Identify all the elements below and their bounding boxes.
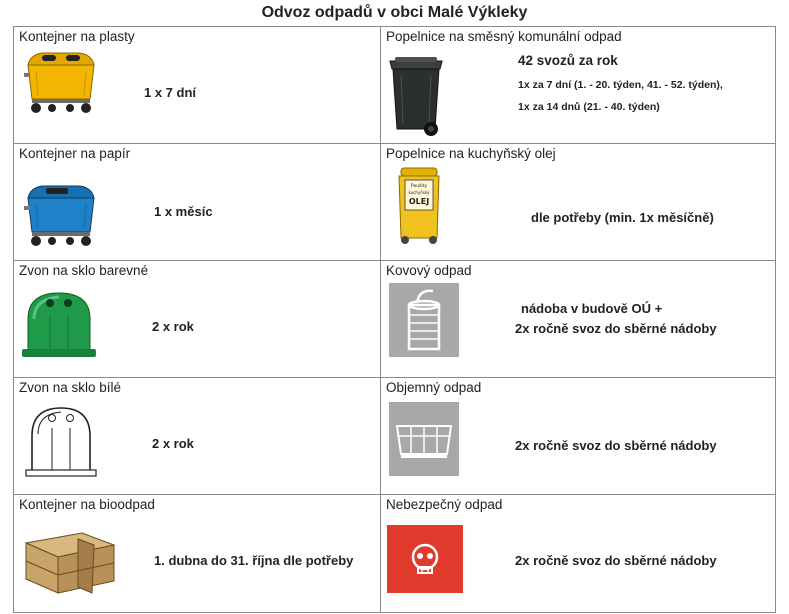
white-bell-container-icon bbox=[22, 402, 100, 482]
blue-container-icon bbox=[22, 182, 97, 247]
wooden-compost-bin-icon bbox=[22, 523, 118, 601]
skull-hazard-icon bbox=[387, 525, 463, 593]
cell-label: Popelnice na kuchyňský olej bbox=[386, 146, 556, 161]
cell-white-glass bbox=[14, 378, 381, 495]
cell-label: Kontejner na papír bbox=[19, 146, 131, 161]
frequency-value: 2x ročně svoz do sběrné nádoby bbox=[515, 438, 717, 453]
frequency-value: 2 x rok bbox=[152, 319, 194, 334]
oil-barrel-icon bbox=[395, 166, 443, 246]
yellow-container-icon bbox=[22, 49, 97, 114]
frequency-value: 1 x 7 dní bbox=[144, 85, 197, 100]
cell-label: Zvon na sklo barevné bbox=[19, 263, 149, 278]
cell-label: Kontejner na bioodpad bbox=[19, 497, 155, 512]
cell-hazardous-waste bbox=[381, 495, 776, 613]
frequency-value: 42 svozů za rok bbox=[518, 53, 618, 68]
svg-text:OLEJ: OLEJ bbox=[408, 197, 430, 206]
frequency-detail: 1x za 7 dní (1. - 20. týden, 41. - 52. týden), bbox=[518, 79, 723, 91]
table-row bbox=[14, 495, 776, 613]
frequency-detail: 1x za 14 dnů (21. - 40. týden) bbox=[518, 101, 660, 113]
frequency-value: 1 x měsíc bbox=[154, 204, 213, 219]
cell-label: Zvon na sklo bílé bbox=[19, 380, 122, 395]
black-bin-icon bbox=[387, 55, 445, 137]
waste-schedule-table bbox=[13, 26, 776, 613]
tin-can-icon bbox=[389, 283, 459, 357]
cell-paper bbox=[14, 144, 381, 261]
table-row bbox=[14, 261, 776, 378]
frequency-value: 2 x rok bbox=[152, 436, 194, 451]
frequency-value: dle potřeby (min. 1x měsíčně) bbox=[531, 210, 714, 225]
cell-colored-glass bbox=[14, 261, 381, 378]
page-title: Odvoz odpadů v obci Malé Výkleky bbox=[261, 4, 528, 21]
cell-label: Kontejner na plasty bbox=[19, 29, 135, 44]
cell-label: Popelnice na směsný komunální odpad bbox=[386, 29, 622, 44]
cell-biowaste bbox=[14, 495, 381, 613]
table-row bbox=[14, 378, 776, 495]
svg-text:kuchyňský: kuchyňský bbox=[408, 190, 430, 195]
frequency-value: nádoba v budově OÚ + bbox=[521, 301, 663, 316]
green-bell-container-icon bbox=[20, 289, 98, 359]
cell-metal-waste bbox=[381, 261, 776, 378]
frequency-value: 1. dubna do 31. října dle potřeby bbox=[154, 553, 354, 568]
svg-text:Použitý: Použitý bbox=[410, 184, 428, 189]
cell-mixed-waste bbox=[381, 27, 776, 144]
cell-label: Kovový odpad bbox=[386, 263, 472, 278]
table-row bbox=[14, 27, 776, 144]
skip-container-icon bbox=[389, 402, 459, 476]
cell-plastic bbox=[14, 27, 381, 144]
cell-bulky-waste bbox=[381, 378, 776, 495]
table-row bbox=[14, 144, 776, 261]
cell-label: Nebezpečný odpad bbox=[386, 497, 503, 512]
cell-label: Objemný odpad bbox=[386, 380, 482, 395]
cell-cooking-oil bbox=[381, 144, 776, 261]
frequency-value: 2x ročně svoz do sběrné nádoby bbox=[515, 553, 717, 568]
frequency-value: 2x ročně svoz do sběrné nádoby bbox=[515, 321, 717, 336]
